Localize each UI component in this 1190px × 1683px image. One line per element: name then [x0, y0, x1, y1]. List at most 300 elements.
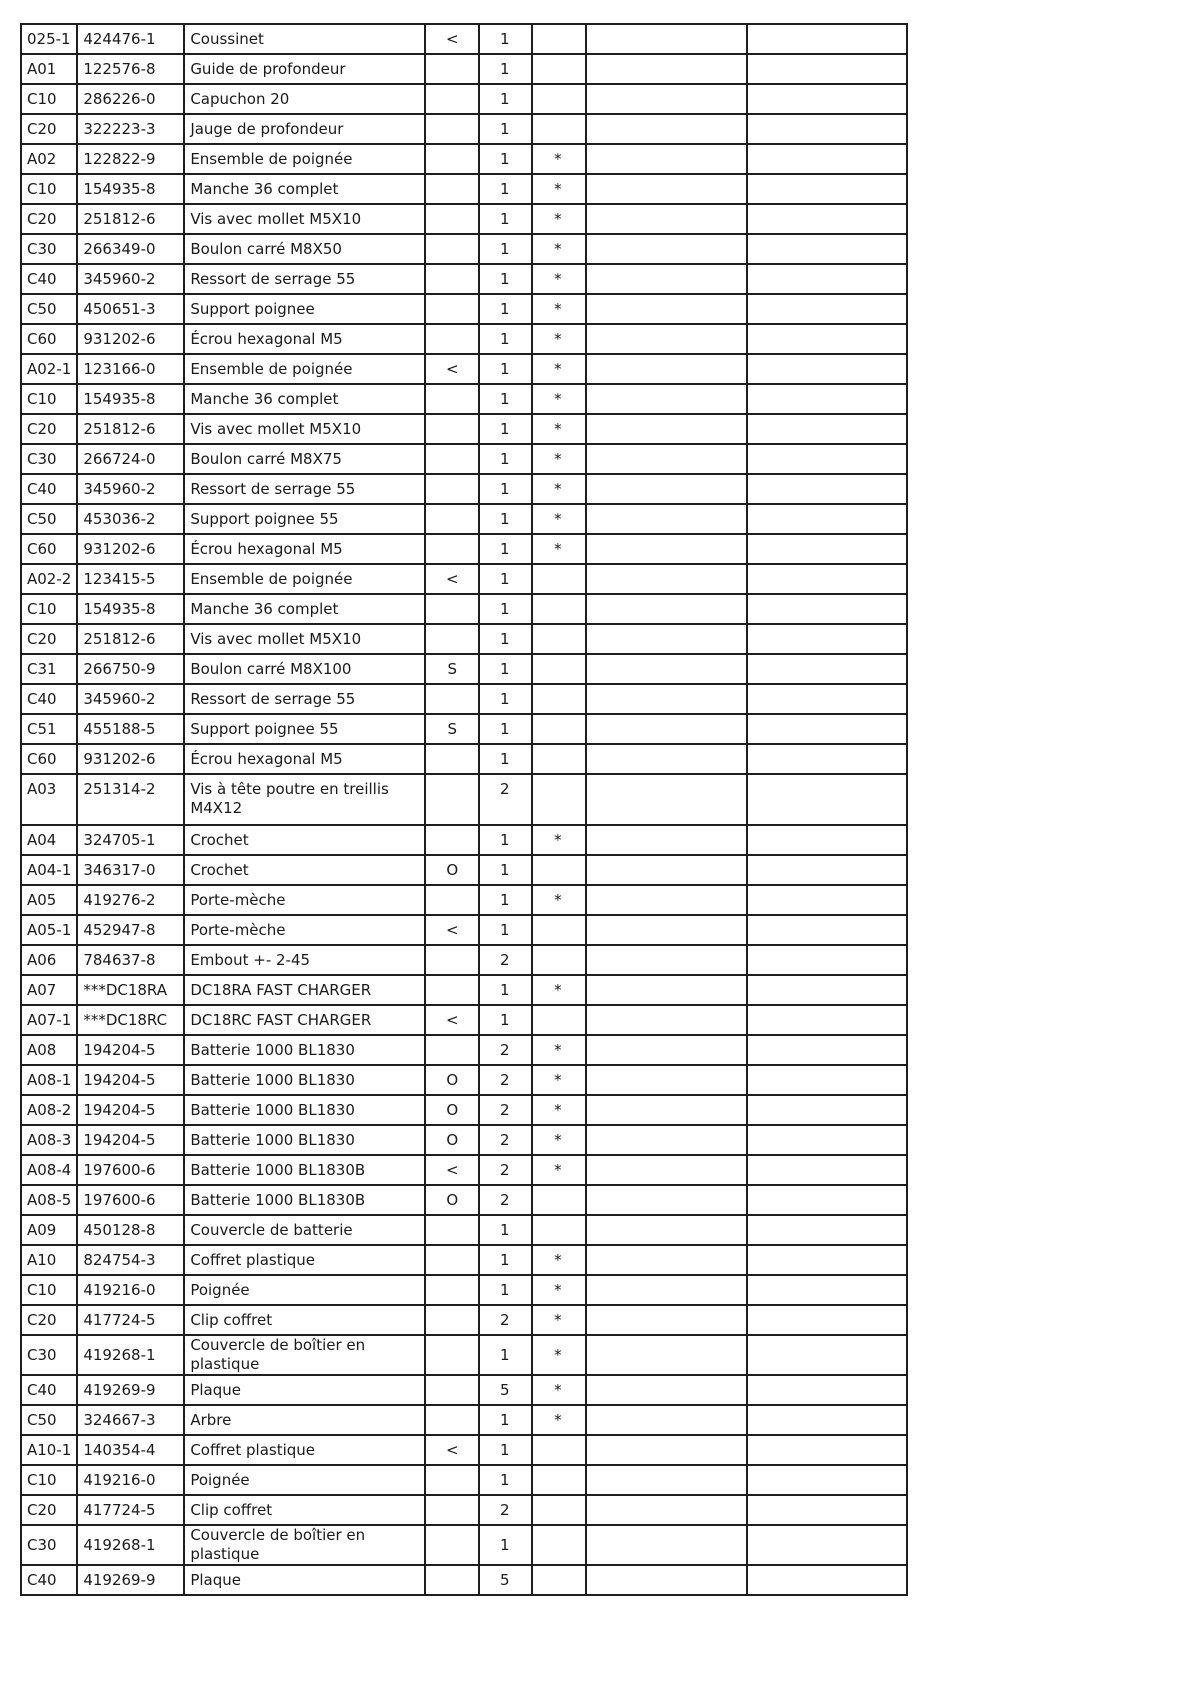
description-cell: Coffret plastique	[184, 1435, 425, 1465]
quantity-cell: 2	[479, 1305, 532, 1335]
blank-cell	[747, 744, 907, 774]
change-mark-cell	[425, 84, 479, 114]
description-cell: Clip coffret	[184, 1305, 425, 1335]
blank-cell	[586, 324, 747, 354]
part-number-cell: 824754-3	[77, 1245, 184, 1275]
part-number-cell: ***DC18RC	[77, 1005, 184, 1035]
description-cell: Guide de profondeur	[184, 54, 425, 84]
blank-cell	[586, 84, 747, 114]
part-number-cell: 450651-3	[77, 294, 184, 324]
blank-cell	[586, 504, 747, 534]
blank-cell	[586, 1465, 747, 1495]
blank-cell	[586, 1525, 747, 1565]
item-number-cell: A07-1	[21, 1005, 77, 1035]
description-cell: Couvercle de boîtier en plastique	[184, 1525, 425, 1565]
part-number-cell: 251314-2	[77, 774, 184, 825]
change-mark-cell: <	[425, 354, 479, 384]
blank-cell	[586, 624, 747, 654]
blank-cell	[586, 174, 747, 204]
note-cell	[532, 1495, 586, 1525]
part-number-cell: 251812-6	[77, 624, 184, 654]
blank-cell	[747, 825, 907, 855]
table-row	[21, 1065, 907, 1095]
description-cell: Manche 36 complet	[184, 384, 425, 414]
table-row	[21, 684, 907, 714]
item-number-cell: A04	[21, 825, 77, 855]
change-mark-cell	[425, 234, 479, 264]
quantity-cell: 1	[479, 114, 532, 144]
blank-cell	[747, 114, 907, 144]
description-cell: DC18RA FAST CHARGER	[184, 975, 425, 1005]
part-number-cell: 251812-6	[77, 414, 184, 444]
change-mark-cell	[425, 504, 479, 534]
blank-cell	[747, 384, 907, 414]
note-cell: *	[532, 294, 586, 324]
parts-list-table	[20, 23, 908, 1596]
blank-cell	[586, 114, 747, 144]
note-cell: *	[532, 1155, 586, 1185]
note-cell: *	[532, 204, 586, 234]
item-number-cell: C51	[21, 714, 77, 744]
change-mark-cell: <	[425, 1155, 479, 1185]
blank-cell	[586, 1095, 747, 1125]
change-mark-cell	[425, 294, 479, 324]
note-cell: *	[532, 324, 586, 354]
part-number-cell: 266349-0	[77, 234, 184, 264]
description-cell: Écrou hexagonal M5	[184, 744, 425, 774]
item-number-cell: C31	[21, 654, 77, 684]
table-row	[21, 114, 907, 144]
part-number-cell: 122822-9	[77, 144, 184, 174]
part-number-cell: 346317-0	[77, 855, 184, 885]
blank-cell	[747, 1065, 907, 1095]
description-cell: Batterie 1000 BL1830B	[184, 1185, 425, 1215]
blank-cell	[747, 1495, 907, 1525]
note-cell	[532, 1565, 586, 1595]
blank-cell	[747, 534, 907, 564]
description-cell: Plaque	[184, 1565, 425, 1595]
description-cell: Vis à tête poutre en treillis M4X12	[184, 774, 425, 825]
quantity-cell: 1	[479, 1435, 532, 1465]
description-cell: Jauge de profondeur	[184, 114, 425, 144]
change-mark-cell: O	[425, 1125, 479, 1155]
blank-cell	[586, 1435, 747, 1465]
blank-cell	[747, 774, 907, 825]
blank-cell	[586, 1185, 747, 1215]
blank-cell	[586, 975, 747, 1005]
change-mark-cell	[425, 1275, 479, 1305]
blank-cell	[747, 474, 907, 504]
part-number-cell: 140354-4	[77, 1435, 184, 1465]
table-row	[21, 1375, 907, 1405]
blank-cell	[747, 885, 907, 915]
part-number-cell: 324705-1	[77, 825, 184, 855]
change-mark-cell: <	[425, 1435, 479, 1465]
table-row	[21, 1095, 907, 1125]
description-cell: Boulon carré M8X75	[184, 444, 425, 474]
item-number-cell: C20	[21, 114, 77, 144]
item-number-cell: A08-4	[21, 1155, 77, 1185]
item-number-cell: A10-1	[21, 1435, 77, 1465]
item-number-cell: A08-1	[21, 1065, 77, 1095]
note-cell: *	[532, 144, 586, 174]
description-cell: Vis avec mollet M5X10	[184, 624, 425, 654]
quantity-cell: 1	[479, 1275, 532, 1305]
blank-cell	[747, 1185, 907, 1215]
table-row	[21, 1275, 907, 1305]
note-cell	[532, 1465, 586, 1495]
description-cell: Plaque	[184, 1375, 425, 1405]
table-row	[21, 1035, 907, 1065]
blank-cell	[747, 264, 907, 294]
part-number-cell: 345960-2	[77, 474, 184, 504]
item-number-cell: C20	[21, 624, 77, 654]
part-number-cell: 417724-5	[77, 1495, 184, 1525]
blank-cell	[747, 1525, 907, 1565]
quantity-cell: 1	[479, 24, 532, 54]
quantity-cell: 1	[479, 1245, 532, 1275]
part-number-cell: 194204-5	[77, 1035, 184, 1065]
table-row	[21, 354, 907, 384]
blank-cell	[747, 684, 907, 714]
note-cell	[532, 684, 586, 714]
item-number-cell: C60	[21, 534, 77, 564]
quantity-cell: 1	[479, 1525, 532, 1565]
table-row	[21, 1465, 907, 1495]
part-number-cell: 194204-5	[77, 1095, 184, 1125]
blank-cell	[747, 204, 907, 234]
blank-cell	[747, 324, 907, 354]
description-cell: Ressort de serrage 55	[184, 684, 425, 714]
blank-cell	[586, 885, 747, 915]
blank-cell	[586, 534, 747, 564]
change-mark-cell	[425, 825, 479, 855]
change-mark-cell	[425, 534, 479, 564]
blank-cell	[586, 774, 747, 825]
table-row	[21, 1125, 907, 1155]
item-number-cell: C30	[21, 234, 77, 264]
blank-cell	[747, 975, 907, 1005]
blank-cell	[586, 264, 747, 294]
description-cell: Ensemble de poignée	[184, 564, 425, 594]
table-row	[21, 624, 907, 654]
item-number-cell: A02-1	[21, 354, 77, 384]
part-number-cell: 419268-1	[77, 1335, 184, 1375]
quantity-cell: 1	[479, 54, 532, 84]
quantity-cell: 1	[479, 84, 532, 114]
blank-cell	[747, 84, 907, 114]
item-number-cell: C20	[21, 204, 77, 234]
change-mark-cell	[425, 594, 479, 624]
quantity-cell: 1	[479, 564, 532, 594]
table-row	[21, 54, 907, 84]
part-number-cell: 419269-9	[77, 1565, 184, 1595]
quantity-cell: 2	[479, 945, 532, 975]
quantity-cell: 1	[479, 1335, 532, 1375]
blank-cell	[747, 855, 907, 885]
description-cell: Batterie 1000 BL1830	[184, 1065, 425, 1095]
blank-cell	[747, 624, 907, 654]
part-number-cell: 419216-0	[77, 1465, 184, 1495]
table-row	[21, 174, 907, 204]
table-row	[21, 744, 907, 774]
item-number-cell: C10	[21, 84, 77, 114]
table-row	[21, 855, 907, 885]
item-number-cell: C40	[21, 1565, 77, 1595]
table-row	[21, 1155, 907, 1185]
blank-cell	[586, 594, 747, 624]
quantity-cell: 1	[479, 1005, 532, 1035]
change-mark-cell	[425, 1215, 479, 1245]
blank-cell	[747, 714, 907, 744]
note-cell: *	[532, 1275, 586, 1305]
blank-cell	[586, 1405, 747, 1435]
quantity-cell: 1	[479, 915, 532, 945]
note-cell	[532, 1185, 586, 1215]
part-number-cell: 453036-2	[77, 504, 184, 534]
quantity-cell: 1	[479, 504, 532, 534]
note-cell	[532, 855, 586, 885]
blank-cell	[747, 1305, 907, 1335]
blank-cell	[586, 474, 747, 504]
item-number-cell: A09	[21, 1215, 77, 1245]
part-number-cell: 931202-6	[77, 744, 184, 774]
change-mark-cell	[425, 1335, 479, 1375]
change-mark-cell	[425, 945, 479, 975]
change-mark-cell	[425, 204, 479, 234]
quantity-cell: 1	[479, 264, 532, 294]
item-number-cell: A04-1	[21, 855, 77, 885]
note-cell: *	[532, 174, 586, 204]
table-row	[21, 444, 907, 474]
quantity-cell: 2	[479, 1065, 532, 1095]
change-mark-cell	[425, 1495, 479, 1525]
blank-cell	[586, 1065, 747, 1095]
blank-cell	[586, 354, 747, 384]
part-number-cell: 154935-8	[77, 174, 184, 204]
blank-cell	[586, 414, 747, 444]
blank-cell	[747, 1565, 907, 1595]
table-row	[21, 234, 907, 264]
table-row	[21, 1005, 907, 1035]
change-mark-cell	[425, 114, 479, 144]
item-number-cell: C20	[21, 1305, 77, 1335]
table-row	[21, 84, 907, 114]
blank-cell	[747, 1275, 907, 1305]
item-number-cell: C30	[21, 1335, 77, 1375]
change-mark-cell	[425, 624, 479, 654]
blank-cell	[586, 1125, 747, 1155]
quantity-cell: 1	[479, 174, 532, 204]
change-mark-cell: <	[425, 24, 479, 54]
quantity-cell: 1	[479, 294, 532, 324]
part-number-cell: 197600-6	[77, 1155, 184, 1185]
table-row	[21, 384, 907, 414]
part-number-cell: 452947-8	[77, 915, 184, 945]
part-number-cell: 154935-8	[77, 594, 184, 624]
blank-cell	[586, 444, 747, 474]
change-mark-cell	[425, 744, 479, 774]
note-cell: *	[532, 354, 586, 384]
description-cell: Crochet	[184, 825, 425, 855]
change-mark-cell	[425, 1565, 479, 1595]
change-mark-cell	[425, 1465, 479, 1495]
blank-cell	[586, 54, 747, 84]
change-mark-cell	[425, 1305, 479, 1335]
blank-cell	[747, 294, 907, 324]
table-row	[21, 714, 907, 744]
change-mark-cell: S	[425, 714, 479, 744]
blank-cell	[586, 564, 747, 594]
item-number-cell: C60	[21, 744, 77, 774]
change-mark-cell	[425, 1035, 479, 1065]
part-number-cell: 419276-2	[77, 885, 184, 915]
change-mark-cell	[425, 1525, 479, 1565]
blank-cell	[747, 174, 907, 204]
blank-cell	[747, 354, 907, 384]
table-row	[21, 414, 907, 444]
table-row	[21, 945, 907, 975]
part-number-cell: 450128-8	[77, 1215, 184, 1245]
description-cell: Arbre	[184, 1405, 425, 1435]
note-cell: *	[532, 264, 586, 294]
quantity-cell: 2	[479, 1095, 532, 1125]
item-number-cell: C60	[21, 324, 77, 354]
part-number-cell: 424476-1	[77, 24, 184, 54]
note-cell	[532, 594, 586, 624]
item-number-cell: C10	[21, 384, 77, 414]
item-number-cell: A08-2	[21, 1095, 77, 1125]
description-cell: Coffret plastique	[184, 1245, 425, 1275]
blank-cell	[747, 1375, 907, 1405]
note-cell	[532, 114, 586, 144]
part-number-cell: 194204-5	[77, 1125, 184, 1155]
quantity-cell: 1	[479, 324, 532, 354]
item-number-cell: C50	[21, 294, 77, 324]
blank-cell	[586, 384, 747, 414]
quantity-cell: 2	[479, 1185, 532, 1215]
note-cell: *	[532, 444, 586, 474]
note-cell: *	[532, 1035, 586, 1065]
note-cell	[532, 945, 586, 975]
quantity-cell: 1	[479, 624, 532, 654]
blank-cell	[586, 294, 747, 324]
item-number-cell: A07	[21, 975, 77, 1005]
change-mark-cell: <	[425, 564, 479, 594]
description-cell: Manche 36 complet	[184, 174, 425, 204]
table-row	[21, 144, 907, 174]
table-row	[21, 885, 907, 915]
change-mark-cell	[425, 324, 479, 354]
blank-cell	[747, 915, 907, 945]
parts-list-body	[21, 24, 907, 1595]
quantity-cell: 1	[479, 354, 532, 384]
item-number-cell: A05-1	[21, 915, 77, 945]
note-cell: *	[532, 1305, 586, 1335]
table-row	[21, 654, 907, 684]
note-cell	[532, 564, 586, 594]
item-number-cell: C20	[21, 414, 77, 444]
blank-cell	[586, 1375, 747, 1405]
blank-cell	[747, 945, 907, 975]
quantity-cell: 5	[479, 1375, 532, 1405]
change-mark-cell	[425, 1245, 479, 1275]
quantity-cell: 1	[479, 474, 532, 504]
description-cell: Support poignee	[184, 294, 425, 324]
table-row	[21, 1185, 907, 1215]
note-cell	[532, 1435, 586, 1465]
table-row	[21, 204, 907, 234]
item-number-cell: C40	[21, 264, 77, 294]
description-cell: DC18RC FAST CHARGER	[184, 1005, 425, 1035]
quantity-cell: 1	[479, 444, 532, 474]
note-cell: *	[532, 414, 586, 444]
table-row	[21, 774, 907, 825]
part-number-cell: 266750-9	[77, 654, 184, 684]
part-number-cell: 784637-8	[77, 945, 184, 975]
item-number-cell: A08-3	[21, 1125, 77, 1155]
note-cell: *	[532, 1095, 586, 1125]
quantity-cell: 1	[479, 975, 532, 1005]
note-cell	[532, 1005, 586, 1035]
item-number-cell: A01	[21, 54, 77, 84]
blank-cell	[586, 1275, 747, 1305]
note-cell: *	[532, 1065, 586, 1095]
blank-cell	[586, 714, 747, 744]
blank-cell	[747, 504, 907, 534]
part-number-cell: ***DC18RA	[77, 975, 184, 1005]
blank-cell	[747, 54, 907, 84]
description-cell: Vis avec mollet M5X10	[184, 204, 425, 234]
quantity-cell: 1	[479, 825, 532, 855]
change-mark-cell	[425, 885, 479, 915]
item-number-cell: C30	[21, 444, 77, 474]
table-row	[21, 294, 907, 324]
table-row	[21, 594, 907, 624]
description-cell: Batterie 1000 BL1830	[184, 1125, 425, 1155]
part-number-cell: 455188-5	[77, 714, 184, 744]
note-cell: *	[532, 1245, 586, 1275]
blank-cell	[586, 1155, 747, 1185]
change-mark-cell	[425, 384, 479, 414]
note-cell: *	[532, 504, 586, 534]
part-number-cell: 286226-0	[77, 84, 184, 114]
description-cell: Ensemble de poignée	[184, 354, 425, 384]
note-cell	[532, 54, 586, 84]
blank-cell	[747, 1035, 907, 1065]
change-mark-cell: <	[425, 915, 479, 945]
description-cell: Couvercle de boîtier en plastique	[184, 1335, 425, 1375]
part-number-cell: 266724-0	[77, 444, 184, 474]
blank-cell	[586, 915, 747, 945]
blank-cell	[747, 234, 907, 264]
quantity-cell: 1	[479, 234, 532, 264]
blank-cell	[747, 1005, 907, 1035]
quantity-cell: 1	[479, 714, 532, 744]
description-cell: Batterie 1000 BL1830B	[184, 1155, 425, 1185]
table-row	[21, 1525, 907, 1565]
table-row	[21, 1565, 907, 1595]
description-cell: Clip coffret	[184, 1495, 425, 1525]
note-cell: *	[532, 234, 586, 264]
part-number-cell: 197600-6	[77, 1185, 184, 1215]
item-number-cell: A10	[21, 1245, 77, 1275]
note-cell: *	[532, 1335, 586, 1375]
description-cell: Manche 36 complet	[184, 594, 425, 624]
item-number-cell: C50	[21, 1405, 77, 1435]
blank-cell	[586, 144, 747, 174]
blank-cell	[747, 1215, 907, 1245]
